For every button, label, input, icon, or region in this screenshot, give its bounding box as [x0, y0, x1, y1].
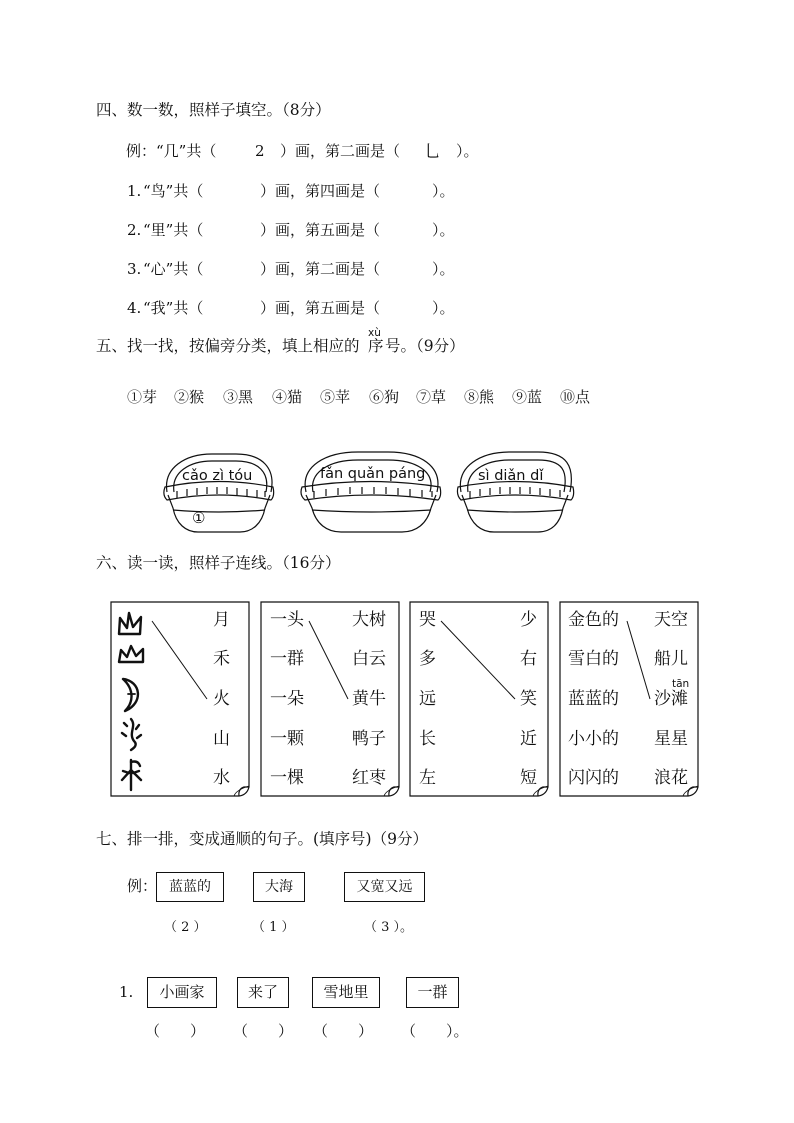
box2-left-1: 一头	[270, 610, 304, 630]
option-6: ⑥狗	[369, 388, 400, 406]
section7-title: 七、排一排，变成通顺的句子。(填序号)（9分）	[96, 830, 428, 848]
basket-3-label: sì diǎn dǐ	[478, 468, 544, 484]
question-number: 1.	[119, 983, 134, 1001]
box4-right-2: 船儿	[654, 649, 688, 669]
box4-right-3: 沙滩	[654, 689, 688, 709]
box2-right-1: 大树	[352, 610, 386, 630]
box3-left-1: 哭	[419, 610, 436, 630]
box3-left-5: 左	[419, 768, 436, 788]
example-word-box-1: 蓝蓝的	[156, 872, 224, 902]
q1-blank-2[interactable]: （ ）	[233, 1022, 294, 1040]
item-number: 2.	[127, 221, 142, 239]
item-rest: ）画，第四画是（	[260, 182, 381, 200]
item-char: “心”共（	[143, 260, 204, 278]
item-char: “里”共（	[143, 221, 204, 239]
item-number: 1.	[127, 182, 142, 200]
item-end: ）。	[432, 182, 455, 200]
example-word-box-3: 又宽又远	[344, 872, 425, 902]
basket-3	[457, 452, 573, 532]
option-10: ⑩点	[560, 388, 591, 406]
example-word-box-2: 大海	[253, 872, 305, 902]
tan-pinyin: tān	[672, 678, 690, 690]
example-count: 2	[255, 142, 265, 160]
option-9: ⑨蓝	[512, 388, 543, 406]
box3-right-1: 少	[520, 610, 537, 630]
box2-right-5: 红枣	[352, 768, 386, 788]
box4-right-4: 星星	[654, 729, 688, 749]
option-5: ⑤苹	[320, 388, 351, 406]
example-label: 例：	[127, 877, 158, 895]
box2-left-3: 一朵	[270, 689, 304, 709]
box3-right-5: 短	[520, 768, 537, 788]
q1-word-box-3: 雪地里	[312, 977, 380, 1008]
example-prefix: 例：“几”共（	[126, 142, 217, 160]
box1-right-3: 火	[213, 689, 230, 709]
example-answer-3: （ 3 ）。	[364, 920, 414, 935]
box3-right-2: 右	[520, 649, 537, 669]
box4-right-1: 天空	[654, 610, 688, 630]
q1-blank-1[interactable]: （ ）	[145, 1022, 206, 1040]
q1-word-box-2: 来了	[237, 977, 289, 1008]
example-answer-2: （ 1 ）	[252, 920, 295, 935]
xu-pinyin: xù	[368, 327, 381, 339]
basket-2-label: fǎn quǎn páng	[320, 466, 426, 482]
example-answer-1: （ 2 ）	[164, 920, 207, 935]
item-number: 3.	[127, 260, 142, 278]
box4-left-1: 金色的	[568, 610, 619, 630]
box4-left-2: 雪白的	[568, 649, 619, 669]
basket-1	[164, 454, 274, 532]
box2-left-2: 一群	[270, 649, 304, 669]
option-4: ④猫	[272, 388, 303, 406]
example-suffix: ）。	[456, 142, 479, 160]
option-3: ③黑	[223, 388, 254, 406]
option-2: ②猴	[174, 388, 205, 406]
box2-left-5: 一棵	[270, 768, 304, 788]
example-middle: ）画，第二画是（	[280, 142, 401, 160]
item-char: “我”共（	[143, 299, 204, 317]
box2-left-4: 一颗	[270, 729, 304, 749]
section4-title: 四、数一数，照样子填空。（8分）	[96, 101, 331, 119]
item-rest: ）画，第五画是（	[260, 221, 381, 239]
basket-1-answer: ①	[192, 509, 206, 527]
basket-1-label: cǎo zì tóu	[182, 468, 253, 484]
box4-right-5: 浪花	[654, 768, 688, 788]
option-1: ①芽	[127, 388, 158, 406]
item-end: ）。	[432, 221, 455, 239]
box3-left-2: 多	[419, 649, 436, 669]
q1-word-box-1: 小画家	[147, 977, 217, 1008]
section5-title-after: 号。（9分）	[385, 337, 465, 355]
box3-right-4: 近	[520, 729, 537, 749]
example-stroke: 乚	[424, 142, 441, 162]
box4-left-5: 闪闪的	[568, 768, 619, 788]
item-end: ）。	[432, 260, 455, 278]
q1-blank-3[interactable]: （ ）	[313, 1022, 374, 1040]
item-rest: ）画，第二画是（	[260, 260, 381, 278]
box3-left-4: 长	[419, 729, 436, 749]
box1-right-2: 禾	[213, 649, 230, 669]
box2-right-4: 鸭子	[352, 729, 386, 749]
item-char: “鸟”共（	[143, 182, 204, 200]
section5-title-xu: 序	[368, 337, 384, 355]
box1-right-5: 水	[213, 768, 230, 788]
box1-right-1: 月	[213, 610, 230, 630]
section5-title-before: 五、找一找，按偏旁分类，填上相应的	[96, 337, 360, 355]
box4-left-4: 小小的	[568, 729, 619, 749]
basket-2	[301, 452, 441, 532]
q1-word-box-4: 一群	[406, 977, 459, 1008]
box3-right-3: 笑	[520, 689, 537, 709]
option-7: ⑦草	[416, 388, 447, 406]
item-rest: ）画，第五画是（	[260, 299, 381, 317]
box2-right-2: 白云	[352, 649, 386, 669]
box4-left-3: 蓝蓝的	[568, 689, 619, 709]
section6-title: 六、读一读，照样子连线。（16分）	[96, 554, 341, 572]
box3-left-3: 远	[419, 689, 436, 709]
item-end: ）。	[432, 299, 455, 317]
box2-right-3: 黄牛	[352, 689, 386, 709]
box1-right-4: 山	[213, 729, 230, 749]
q1-blank-4[interactable]: （ ）。	[401, 1022, 469, 1040]
option-8: ⑧熊	[464, 388, 495, 406]
item-number: 4.	[127, 299, 142, 317]
